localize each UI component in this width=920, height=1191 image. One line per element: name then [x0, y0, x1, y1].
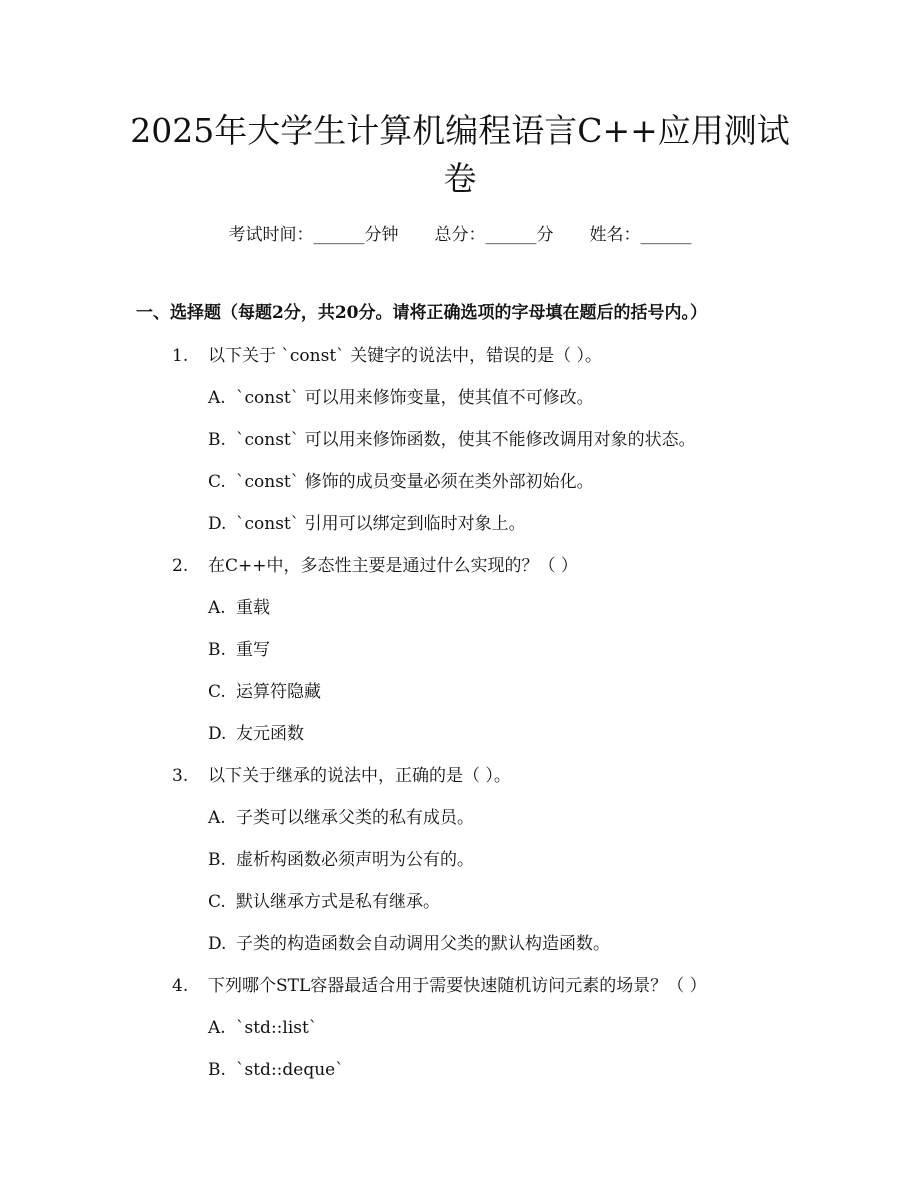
option-letter: A.	[208, 1018, 226, 1038]
question-3	[172, 763, 511, 789]
option-text: 子类可以继承父类的私有成员。	[236, 808, 474, 828]
option-letter: C.	[208, 682, 226, 702]
option-text: `const` 可以用来修饰函数，使其不能修改调用对象的状态。	[236, 430, 696, 450]
option-letter: B.	[208, 1060, 226, 1080]
question-text: 以下关于继承的说法中，正确的是（ ）。	[208, 766, 511, 786]
option-text: 虚析构函数必须声明为公有的。	[236, 850, 474, 870]
student-name-field: 姓名：______	[589, 225, 692, 245]
question-number: 1.	[172, 346, 189, 366]
question-4	[172, 973, 707, 999]
option-1b	[208, 427, 696, 453]
option-2c	[208, 679, 321, 705]
option-3b	[208, 847, 474, 873]
question-text: 在C++中，多态性主要是通过什么实现的？（ ）	[208, 556, 578, 576]
question-text: 以下关于 `const` 关键字的说法中，错误的是（ ）。	[208, 346, 602, 366]
option-text: 友元函数	[236, 724, 304, 744]
option-4a	[208, 1015, 317, 1041]
question-2	[172, 553, 578, 579]
option-3a	[208, 805, 474, 831]
option-1d	[208, 511, 526, 537]
option-letter: D.	[208, 934, 227, 954]
option-text: `std::deque`	[236, 1060, 344, 1080]
option-text: 子类的构造函数会自动调用父类的默认构造函数。	[236, 934, 610, 954]
option-letter: A.	[208, 388, 226, 408]
option-2b	[208, 637, 270, 663]
option-letter: D.	[208, 724, 227, 744]
option-letter: A.	[208, 808, 226, 828]
exam-title: 2025年大学生计算机编程语言C++应用测试卷	[130, 111, 790, 198]
option-3d	[208, 931, 610, 957]
option-text: 重载	[236, 598, 270, 618]
option-1a	[208, 385, 594, 411]
option-text: `const` 修饰的成员变量必须在类外部初始化。	[236, 472, 594, 492]
exam-meta	[0, 222, 920, 248]
option-letter: C.	[208, 472, 226, 492]
option-2d	[208, 721, 304, 747]
question-number: 4.	[172, 976, 189, 996]
option-4b	[208, 1057, 344, 1083]
total-score-field: 总分：______分	[434, 225, 554, 245]
option-letter: B.	[208, 430, 226, 450]
option-letter: A.	[208, 598, 226, 618]
option-letter: C.	[208, 892, 226, 912]
exam-time-field: 考试时间：______分钟	[228, 225, 399, 245]
question-1	[172, 343, 602, 369]
option-letter: B.	[208, 850, 226, 870]
option-3c	[208, 889, 440, 915]
option-letter: D.	[208, 514, 227, 534]
option-letter: B.	[208, 640, 226, 660]
question-text: 下列哪个STL容器最适合用于需要快速随机访问元素的场景？（ ）	[208, 976, 707, 996]
option-text: `const` 引用可以绑定到临时对象上。	[236, 514, 526, 534]
question-number: 2.	[172, 556, 189, 576]
option-text: `std::list`	[236, 1018, 318, 1038]
section-heading: 一、选择题（每题2分，共20分。请将正确选项的字母填在题后的括号内。）	[136, 303, 707, 323]
option-text: `const` 可以用来修饰变量，使其值不可修改。	[236, 388, 594, 408]
question-number: 3.	[172, 766, 189, 786]
option-text: 默认继承方式是私有继承。	[236, 892, 440, 912]
option-text: 运算符隐藏	[236, 682, 321, 702]
option-1c	[208, 469, 594, 495]
option-2a	[208, 595, 270, 621]
option-text: 重写	[236, 640, 270, 660]
